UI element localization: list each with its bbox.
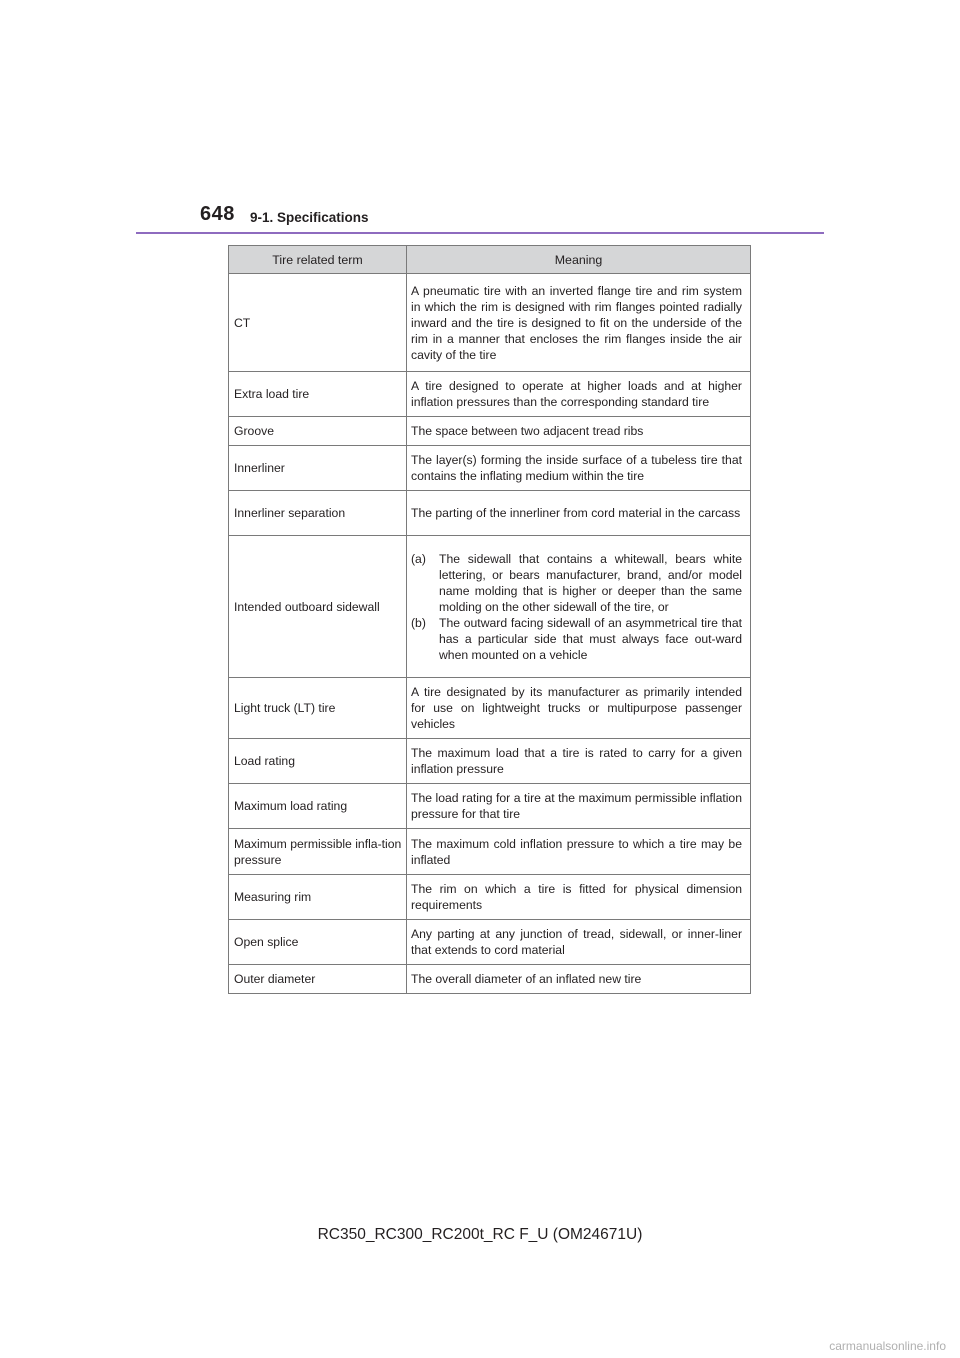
term-cell: Extra load tire [229, 372, 407, 417]
sub-item-marker: (a) [411, 551, 426, 566]
term-cell: Measuring rim [229, 875, 407, 920]
sub-item-marker: (b) [411, 615, 426, 630]
table-row [229, 829, 751, 875]
term-cell: Maximum permissible infla-tion pressure [229, 829, 407, 875]
meaning-cell: The maximum cold inflation pressure to which a tire may be inflated [407, 829, 751, 875]
table-row [229, 536, 751, 678]
table-row [229, 274, 751, 372]
sub-item-text: The outward facing sidewall of an asymmetrical tire that has a particular side that must always face out-ward when mounted on a vehicle [439, 615, 742, 662]
table-row [229, 920, 751, 965]
term-cell: Innerliner [229, 446, 407, 491]
table-row [229, 875, 751, 920]
term-cell: Intended outboard sidewall [229, 536, 407, 678]
table-row [229, 491, 751, 536]
term-cell: Maximum load rating [229, 784, 407, 829]
term-cell: Light truck (LT) tire [229, 678, 407, 739]
term-cell: Innerliner separation [229, 491, 407, 536]
manual-code-footer: RC350_RC300_RC200t_RC F_U (OM24671U) [317, 1226, 643, 1243]
meaning-cell: A pneumatic tire with an inverted flange tire and rim system in which the rim is designed with rim flanges pointed radially inward and the tire is designed to fit on the underside of the rim in a manner that encloses the rim flanges inside the air cavity of the tire [407, 274, 751, 372]
table-header-row [229, 246, 751, 274]
meaning-cell: The layer(s) forming the inside surface of a tubeless tire that contains the inflating medium within the tire [407, 446, 751, 491]
table-row [229, 372, 751, 417]
table-row [229, 446, 751, 491]
watermark: carmanualsonline.info [829, 1339, 946, 1353]
page-number: 648 [200, 203, 235, 225]
section-title: 9-1. Specifications [250, 210, 369, 225]
header-divider [136, 232, 824, 234]
term-cell: Groove [229, 417, 407, 446]
sub-list [411, 551, 742, 663]
meaning-cell: A tire designated by its manufacturer as primarily intended for use on lightweight trucks or multipurpose passenger vehicles [407, 678, 751, 739]
meaning-cell: The space between two adjacent tread ribs [407, 417, 751, 446]
sub-item-a [411, 551, 742, 615]
table-row [229, 678, 751, 739]
meaning-cell [407, 536, 751, 678]
meaning-cell: Any parting at any junction of tread, sidewall, or inner-liner that extends to cord material [407, 920, 751, 965]
meaning-cell: The load rating for a tire at the maximum permissible inflation pressure for that tire [407, 784, 751, 829]
tire-terms-table [228, 245, 751, 994]
meaning-cell: The maximum load that a tire is rated to carry for a given inflation pressure [407, 739, 751, 784]
table-row [229, 739, 751, 784]
table-row [229, 417, 751, 446]
sub-item-b [411, 615, 742, 663]
sub-item-text: The sidewall that contains a whitewall, bears white lettering, or bears manufacturer, brand, and/or model name molding that is higher or deeper than the same molding on the other sidewall of the tire, or [439, 551, 742, 614]
meaning-cell: A tire designed to operate at higher loads and at higher inflation pressures than the corresponding standard tire [407, 372, 751, 417]
meaning-cell: The rim on which a tire is fitted for physical dimension requirements [407, 875, 751, 920]
term-cell: Open splice [229, 920, 407, 965]
meaning-cell: The overall diameter of an inflated new tire [407, 965, 751, 994]
term-cell: Outer diameter [229, 965, 407, 994]
term-cell: CT [229, 274, 407, 372]
term-cell: Load rating [229, 739, 407, 784]
table-row [229, 784, 751, 829]
column-header-term: Tire related term [229, 246, 407, 274]
column-header-meaning: Meaning [407, 246, 751, 274]
table-row [229, 965, 751, 994]
meaning-cell: The parting of the innerliner from cord material in the carcass [407, 491, 751, 536]
